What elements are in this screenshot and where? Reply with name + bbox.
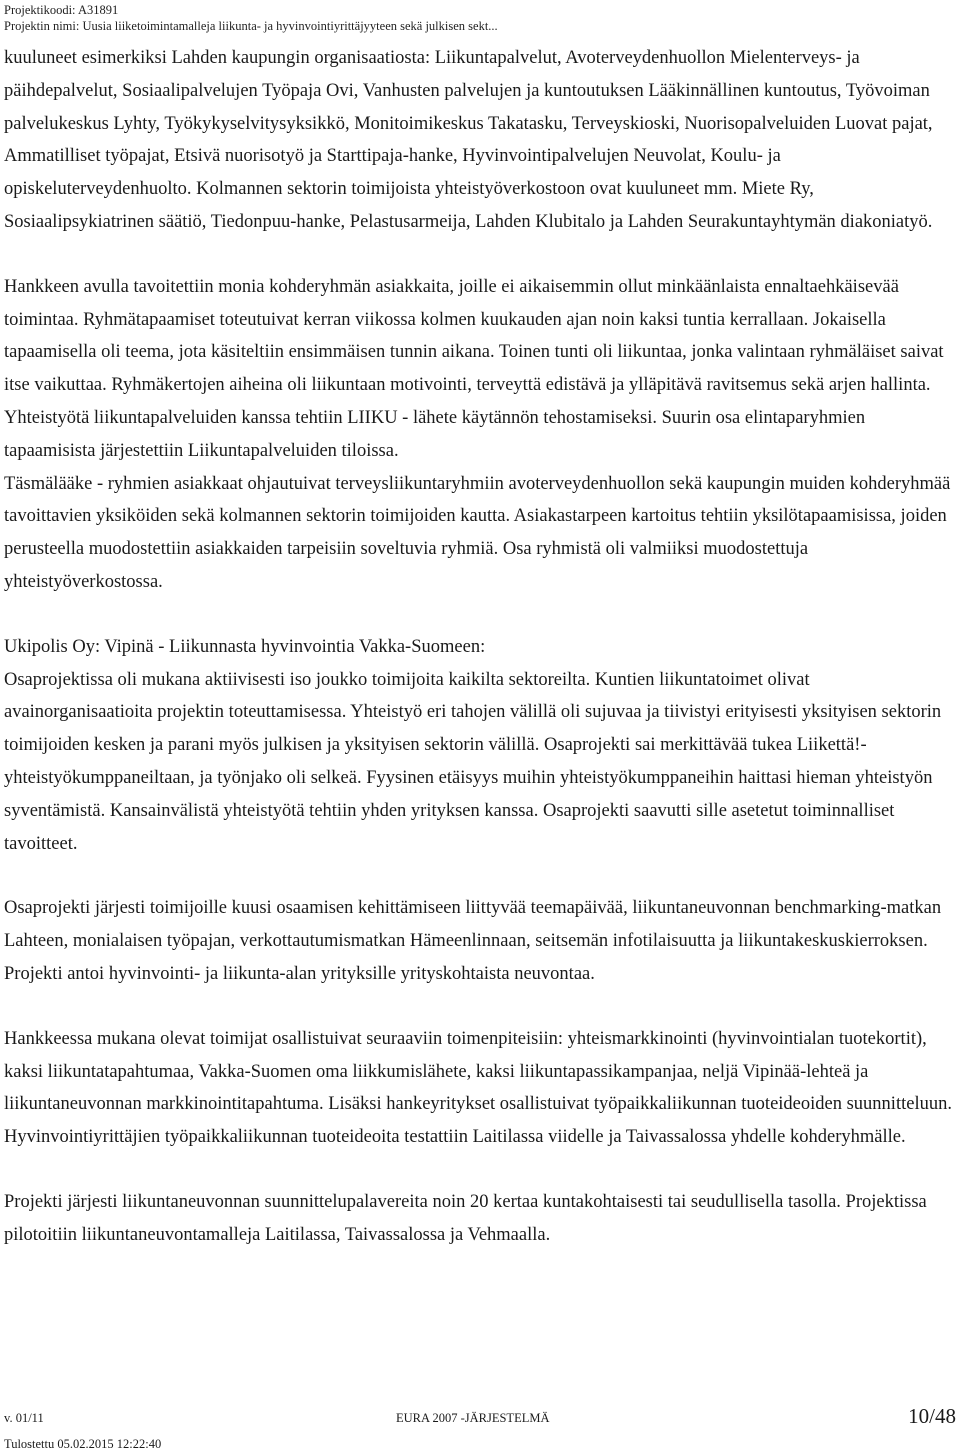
- paragraph-cooperation: Osaprojektissa oli mukana aktiivisesti iso joukko toimijoita kaikilta sektoreilta. Kuntien liikuntatoimet olivat avainorganisaatioita projektin toteuttamisessa. Yhteistyö eri tahojen välillä oli sujuvaa ja tiivistyi erityisesti yksityisen sektorin toimijoiden kesken ja parani myös julkisen ja yksityisen sektorin välillä. Osaprojekti sai merkittävää tukea Liikettä!-yhteistyökumppaneiltaan, ja työnjako oli selkeä. Fyysinen etäisyys muihin yhteistyökumppaneihin haittasi hieman yhteistyön syventämistä. Kansainvälistä yhteistyötä tehtiin yhden yrityksen kanssa. Osaprojekti saavutti sille asetetut toiminnalliset tavoitteet.: [4, 669, 942, 854]
- paragraph-client-referral: Täsmälääke - ryhmien asiakkaat ohjautuivat terveysliikuntaryhmiin avoterveydenhuollon sekä kaupungin muiden kohderyhmää tavoittavien yksiköiden sekä kolmannen sektorin toimijoiden kautta. Asiakastarpeen kartoitus tehtiin yksilötapaamisissa, joiden perusteella muodostettiin asiakkaiden tarpeisiin soveltuvia ryhmiä. Osa ryhmistä oli valmiiksi muodostettuja yhteistyöverkostossa.: [4, 473, 951, 592]
- paragraph-organizations: kuuluneet esimerkiksi Lahden kaupungin organisaatiosta: Liikuntapalvelut, Avoterveydenhuollon Mielenterveys- ja päihdepalvelut, Sosiaalipalvelujen Työpaja Ovi, Vanhusten palvelujen ja kuntoutuksen Lääkinnällinen kuntoutus, Työvoiman palvelukeskus Lyhty, Työkykyselvitysyksikkö, Monitoimikeskus Takatasku, Terveyskioski, Nuorisopalveluiden Luovat pajat, Ammatilliset työpajat, Etsivä nuorisotyö ja Starttipaja-hanke, Hyvinvointipalvelujen Neuvolat, Koulu- ja opiskeluterveydenhuolto. Kolmannen sektorin toimijoista yhteistyöverkostoon ovat kuuluneet mm. Miete Ry, Sosiaalipsykiatrinen säätiö, Tiedonpuu-hanke, Pelastusarmeija, Lahden Klubitalo ja Lahden Seurakuntayhtymän diakoniatyö.: [4, 48, 933, 232]
- document-footer: [4, 1404, 956, 1454]
- document-body: [4, 42, 954, 1252]
- project-name: Projektin nimi: Uusia liiketoimintamalleja liikunta- ja hyvinvointiyrittäjyyteen sekä julkisen sekt...: [4, 19, 498, 33]
- project-code: Projektikoodi: A31891: [4, 3, 119, 17]
- document-header: [4, 2, 498, 34]
- paragraph-measures: Hankkeessa mukana olevat toimijat osallistuivat seuraaviin toimenpiteisiin: yhteismarkkinointi (hyvinvointialan tuotekortit), kaksi liikuntatapahtumaa, Vakka-Suomen oma liikkumislähete, kaksi liikuntapassikampanjaa, neljä Vipinää-lehteä ja liikuntaneuvonnan markkinointitapahtuma. Lisäksi hankeyritykset osallistuivat työpaikkaliikunnan tuoteideoiden suunnitteluun. Hyvinvointiyrittäjien työpaikkaliikunnan tuoteideoita testattiin Laitilassa viidelle ja Taivassalossa yhdelle kohderyhmälle.: [4, 1028, 952, 1148]
- system-label: EURA 2007 -JÄRJESTELMÄ: [396, 1411, 550, 1425]
- paragraph-planning-meetings: Projekti järjesti liikuntaneuvonnan suunnittelupalavereita noin 20 kertaa kuntakohtaisesti tai seudullisella tasolla. Projektissa pilotoitiin liikuntaneuvontamalleja Laitilassa, Taivassalossa ja Vehmaalla.: [4, 1191, 927, 1245]
- section-heading-ukipolis: Ukipolis Oy: Vipinä - Liikunnasta hyvinvointia Vakka-Suomeen:: [4, 636, 486, 657]
- version-label: v. 01/11: [4, 1411, 44, 1425]
- paragraph-outreach: Hankkeen avulla tavoitettiin monia kohderyhmän asiakkaita, joille ei aikaisemmin ollut minkäänlaista ennaltaehkäisevää toimintaa. Ryhmätapaamiset toteutuivat kerran viikossa kolmen kuukauden ajan noin kaksi tuntia kerrallaan. Jokaisella tapaamisella oli teema, jota käsiteltiin ensimmäisen tunnin aikana. Toinen tunti oli liikuntaa, jonka valintaan ryhmäläiset saivat itse vaikuttaa. Ryhmäkertojen aiheina oli liikuntaan motivointi, terveyttä edistävä ja ylläpitävä ravitsemus sekä arjen hallinta. Yhteistyötä liikuntapalveluiden kanssa tehtiin LIIKU - lähete käytännön tehostamiseksi. Suurin osa elintaparyhmien tapaamisista järjestettiin Liikuntapalveluiden tiloissa.: [4, 276, 944, 461]
- paragraph-theme-days: Osaprojekti järjesti toimijoille kuusi osaamisen kehittämiseen liittyvää teemapäivää, liikuntaneuvonnan benchmarking-matkan Lahteen, monialaisen työpajan, verkottautumismatkan Hämeenlinnaan, seitsemän infotilaisuutta ja liikuntakeskuskierroksen. Projekti antoi hyvinvointi- ja liikunta-alan yrityksille yrityskohtaista neuvontaa.: [4, 898, 942, 984]
- printed-timestamp: Tulostettu 05.02.2015 12:22:40: [4, 1437, 162, 1451]
- page-number: 10/48: [908, 1404, 956, 1428]
